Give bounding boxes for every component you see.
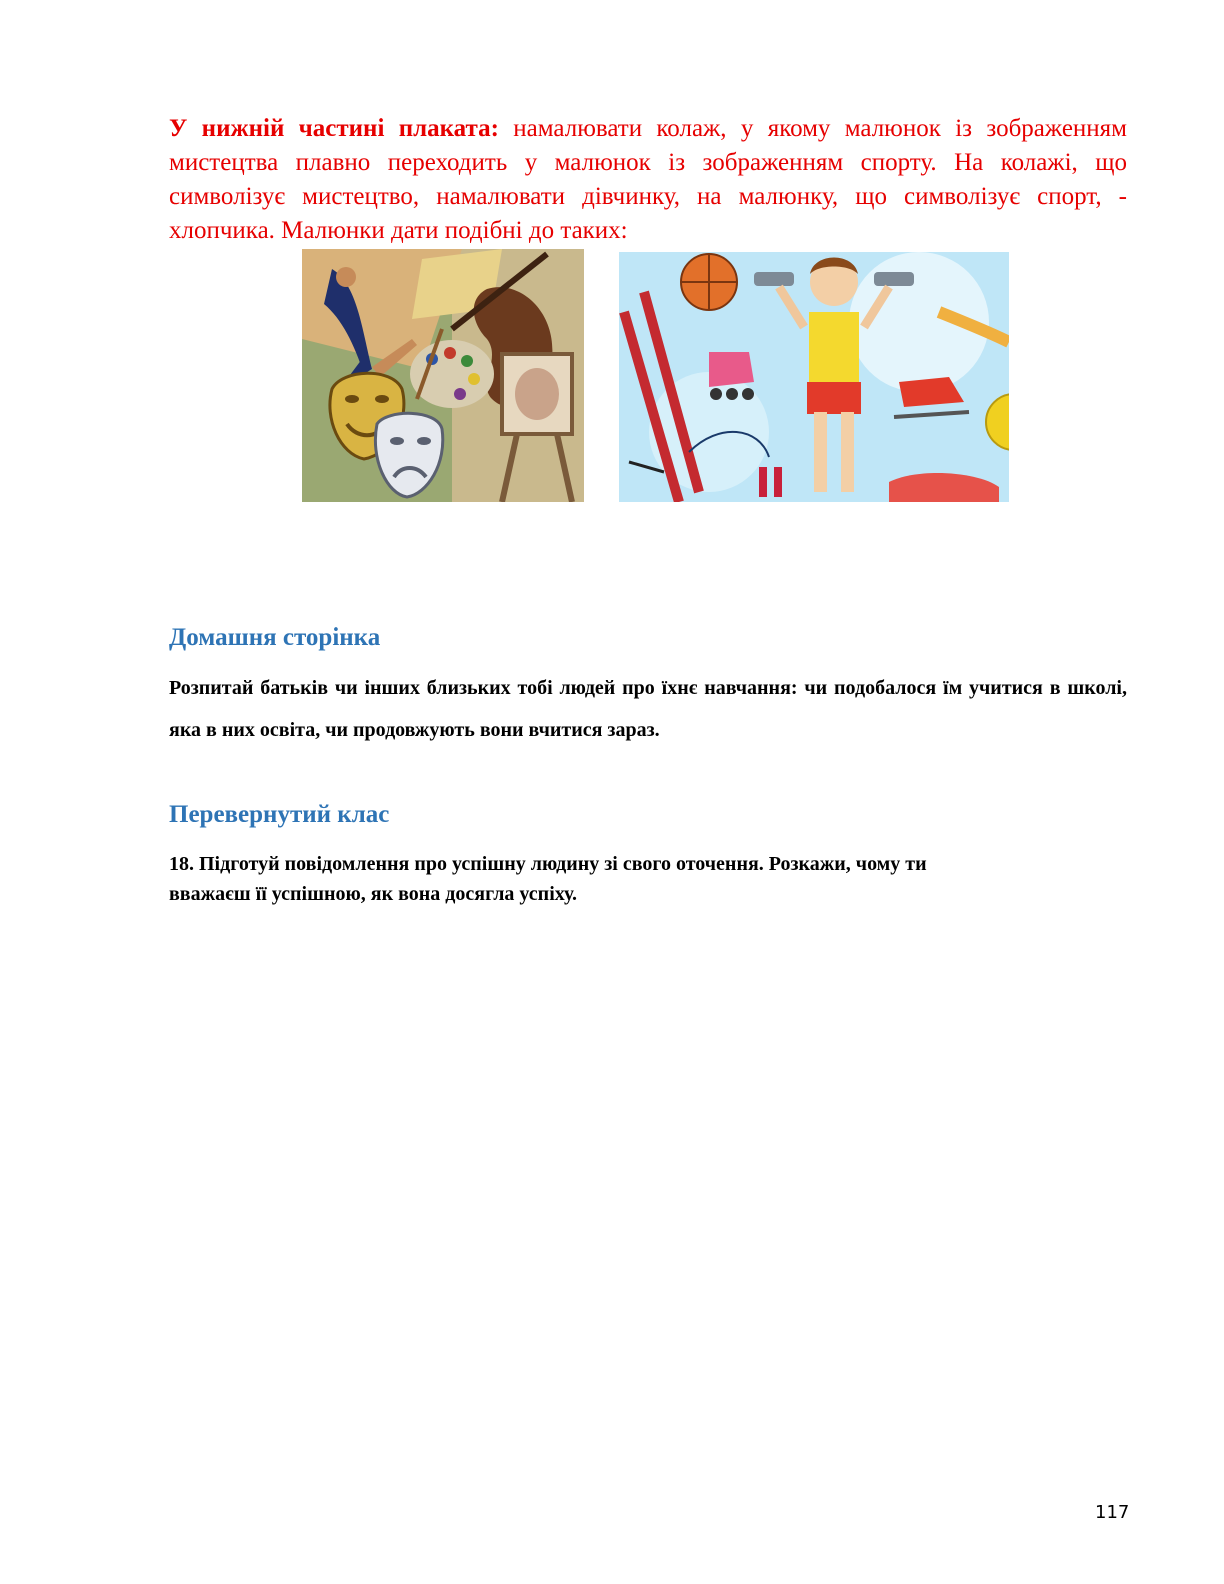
poster-instruction-lead: У нижній частині плаката: [169, 115, 499, 142]
sport-collage-illustration [619, 252, 1009, 502]
roller-skate [709, 352, 754, 400]
home-page-task: Розпитай батьків чи інших близьких тобі людей про їхнє навчання: чи подобалося їм учитися в школі, яка в них освіта, чи продовжують вони вчитися зараз. [169, 677, 1127, 741]
art-collage-illustration [302, 249, 584, 502]
home-page-heading: Домашня сторінка [169, 624, 381, 651]
basketball [681, 254, 737, 310]
flipped-class-task-line-1: 18. Підготуй повідомлення про успішну людину зі свого оточення. Розкажи, чому ти [169, 853, 927, 875]
flipped-class-task-line-2: вважаєш її успішною, як вона досягла успіху. [169, 883, 577, 905]
poster-instruction [169, 112, 1127, 248]
flipped-class-heading: Перевернутий клас [169, 801, 390, 828]
page-number: 117 [1095, 1502, 1130, 1523]
poster-instruction-body: намалювати колаж, у якому малюнок із зображенням мистецтва плавно переходить у малюнок із зображенням спорту. На колажі, що символізує мистецтво, намалювати дівчинку, на малюнку, що символізує спорт, - хлопчика. Малюнки дати подібні до таких: [169, 115, 1128, 244]
flipped-class-task [169, 849, 1127, 909]
